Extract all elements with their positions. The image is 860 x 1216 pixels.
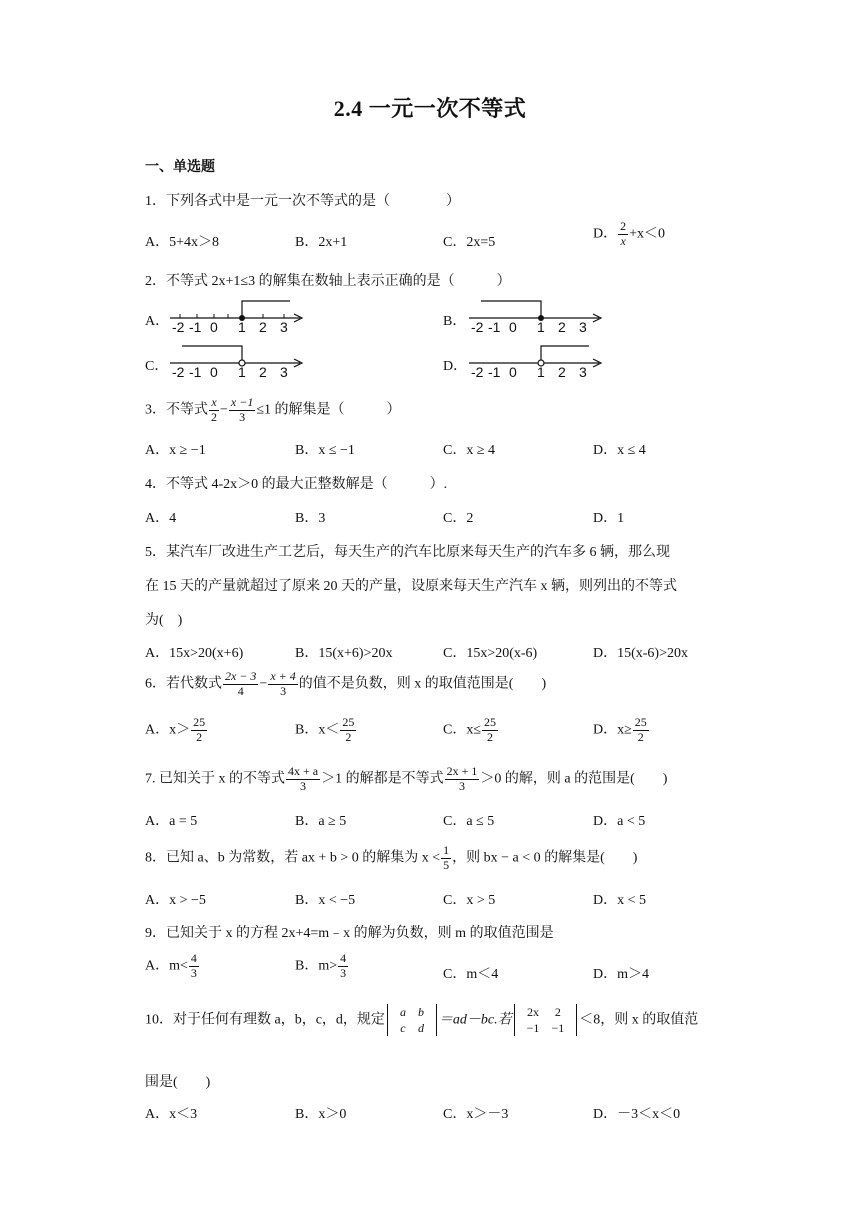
tick-label: 2 (259, 319, 267, 335)
q2-option-a[interactable]: A． (145, 314, 170, 329)
q1-option-a[interactable]: A．5+4x＞8 (145, 235, 220, 250)
q1-d-label: D． (593, 226, 618, 242)
q2-option-c[interactable]: C． (145, 359, 169, 374)
tick-label: 0 (210, 319, 218, 335)
q4-option-b[interactable]: B．3 (295, 511, 326, 526)
q6-option-c[interactable]: C．x≤ $\frac{25}{2}$ (443, 715, 497, 744)
q2-ticklabels-a (166, 319, 306, 335)
tick-label: -1 (488, 364, 501, 380)
tick-label: -2 (471, 319, 484, 335)
q7-fraction-2: $\frac{2x + 1}{3}$ (446, 764, 478, 793)
q4-option-d[interactable]: D．1 (593, 511, 625, 526)
q9-option-d[interactable]: D．m＞4 (593, 967, 649, 982)
q2-option-d[interactable]: D． (443, 359, 468, 374)
tick-label: -1 (189, 364, 202, 380)
question-8: 8．已知 a、b 为常数，若 ax + b > 0 的解集为 x < $\frac{1}{5}$ ，则 bx − a < 0 的解集是( ) (145, 843, 638, 872)
tick-label: 1 (238, 364, 246, 380)
tick-label: 3 (579, 319, 587, 335)
q5-option-c[interactable]: C．15x>20(x-6) (443, 646, 538, 661)
q10-option-d[interactable]: D．－3＜x＜0 (593, 1107, 681, 1122)
tick-label: 3 (280, 319, 288, 335)
q5-option-d[interactable]: D．15(x-6)>20x (593, 646, 688, 661)
q10-determinant-2: 2x 2 −1 −1 (514, 1004, 578, 1036)
q9-option-a[interactable]: A．m< $\frac{4}{3}$ (145, 951, 197, 980)
section-heading: 一、单选题 (145, 160, 215, 175)
tick-label: 1 (238, 319, 246, 335)
q9-option-c[interactable]: C．m＜4 (443, 967, 499, 982)
q7-option-a[interactable]: A．a = 5 (145, 814, 198, 829)
q6-option-d[interactable]: D．x≥ $\frac{25}{2}$ (593, 715, 647, 744)
q2-option-b[interactable]: B． (443, 314, 467, 329)
tick-label: -2 (172, 319, 185, 335)
q7-option-d[interactable]: D．a < 5 (593, 814, 646, 829)
tick-label: -1 (189, 319, 202, 335)
question-9: 9．已知关于 x 的方程 2x+4=m﹣x 的解为负数，则 m 的取值范围是 (145, 926, 554, 941)
question-3: 3．不等式 $\frac{x}{2}$ − $\frac{x -1}{3}$ ≤1 的解集是（ ） (145, 395, 401, 424)
tick-label: 3 (280, 364, 288, 380)
numberline-ticks (180, 314, 284, 318)
q3-fraction-2: $\frac{x -1}{3}$ (230, 395, 254, 424)
question-1: 1．下列各式中是一元一次不等式的是（ ） (145, 194, 460, 209)
q2-ticklabels-b (465, 319, 605, 335)
q1-option-b[interactable]: B．2x+1 (295, 235, 348, 250)
q6-fraction-2: $\frac{x + 4}{3}$ (270, 669, 296, 698)
q8-option-a[interactable]: A．x > −5 (145, 893, 206, 908)
tick-label: 2 (558, 319, 566, 335)
tick-label: -2 (172, 364, 185, 380)
question-2: 2．不等式 2x+1≤3 的解集在数轴上表示正确的是（ ） (145, 274, 511, 289)
q6-option-a[interactable]: A．x＞ $\frac{25}{2}$ (145, 715, 206, 744)
q6-fraction-1: $\frac{2x - 3}{4}$ (225, 669, 257, 698)
tick-label: -1 (488, 319, 501, 335)
q1-d-fraction: $\frac{2}{x}$ (620, 219, 627, 248)
tick-label: 2 (558, 364, 566, 380)
question-7: 7. 已知关于 x 的不等式 $\frac{4x + a}{3}$ ＞1 的解都是不等式 $\frac{2x + 1}{3}$ ＞0 的解，则 a 的范围是( ) (145, 764, 668, 793)
q1-option-d[interactable]: D． $\frac{2}{x}$ +x＜0 (593, 219, 666, 248)
q3-option-b[interactable]: B．x ≤ −1 (295, 443, 355, 458)
q8-option-d[interactable]: D．x < 5 (593, 893, 647, 908)
q10-option-b[interactable]: B．x＞0 (295, 1107, 347, 1122)
q10-option-c[interactable]: C．x＞－3 (443, 1107, 509, 1122)
tick-label: 3 (579, 364, 587, 380)
q4-option-c[interactable]: C．2 (443, 511, 474, 526)
q9-option-b[interactable]: B．m> $\frac{4}{3}$ (295, 951, 347, 980)
tick-label: 0 (210, 364, 218, 380)
q10-determinant-1: a b c d (387, 1004, 437, 1036)
question-10-line-2: 围是( ) (145, 1075, 211, 1090)
question-4: 4．不等式 4-2x＞0 的最大正整数解是（ ）. (145, 477, 448, 492)
question-5-line-1: 5．某汽车厂改进生产工艺后，每天生产的汽车比原来每天生产的汽车多 6 辆，那么现 (145, 545, 670, 560)
tick-label: 2 (259, 364, 267, 380)
question-10: 10．对于任何有理数 a，b，c，d，规定 a b c d ＝ad－bc.若 2x 2 −1 −1 ＜8，则 x 的取值范 (145, 1005, 699, 1036)
q10-option-a[interactable]: A．x＜3 (145, 1107, 198, 1122)
tick-label: -2 (471, 364, 484, 380)
question-6: 6．若代数式 $\frac{2x - 3}{4}$ − $\frac{x + 4}{3}$ 的值不是负数，则 x 的取值范围是( ) (145, 669, 547, 698)
q2-ticklabels-c (166, 364, 306, 380)
q3-option-a[interactable]: A．x ≥ −1 (145, 443, 206, 458)
question-5-line-2: 在 15 天的产量就超过了原来 20 天的产量，设原来每天生产汽车 x 辆，则列出的不等式 (145, 579, 677, 594)
q3-fraction-1: $\frac{x}{2}$ (211, 395, 217, 424)
q7-option-c[interactable]: C．a ≤ 5 (443, 814, 495, 829)
tick-label: 0 (509, 364, 517, 380)
q4-option-a[interactable]: A．4 (145, 511, 177, 526)
question-5-line-3: 为( ) (145, 613, 183, 628)
q6-option-b[interactable]: B．x＜ $\frac{25}{2}$ (295, 715, 355, 744)
q5-option-b[interactable]: B．15(x+6)>20x (295, 646, 393, 661)
page-title: 2.4 一元一次不等式 (333, 96, 527, 121)
q2-ticklabels-d (465, 364, 605, 380)
q1-option-c[interactable]: C．2x=5 (443, 235, 496, 250)
q3-option-d[interactable]: D．x ≤ 4 (593, 443, 646, 458)
q5-option-a[interactable]: A．15x>20(x+6) (145, 646, 244, 661)
q8-option-b[interactable]: B．x < −5 (295, 893, 356, 908)
tick-label: 0 (509, 319, 517, 335)
tick-label: 1 (537, 319, 545, 335)
tick-label: 1 (537, 364, 545, 380)
q3-option-c[interactable]: C．x ≥ 4 (443, 443, 496, 458)
q7-fraction-1: $\frac{4x + a}{3}$ (288, 764, 319, 793)
q7-option-b[interactable]: B．a ≥ 5 (295, 814, 347, 829)
q8-option-c[interactable]: C．x > 5 (443, 893, 496, 908)
q8-fraction: $\frac{1}{5}$ (443, 843, 450, 872)
